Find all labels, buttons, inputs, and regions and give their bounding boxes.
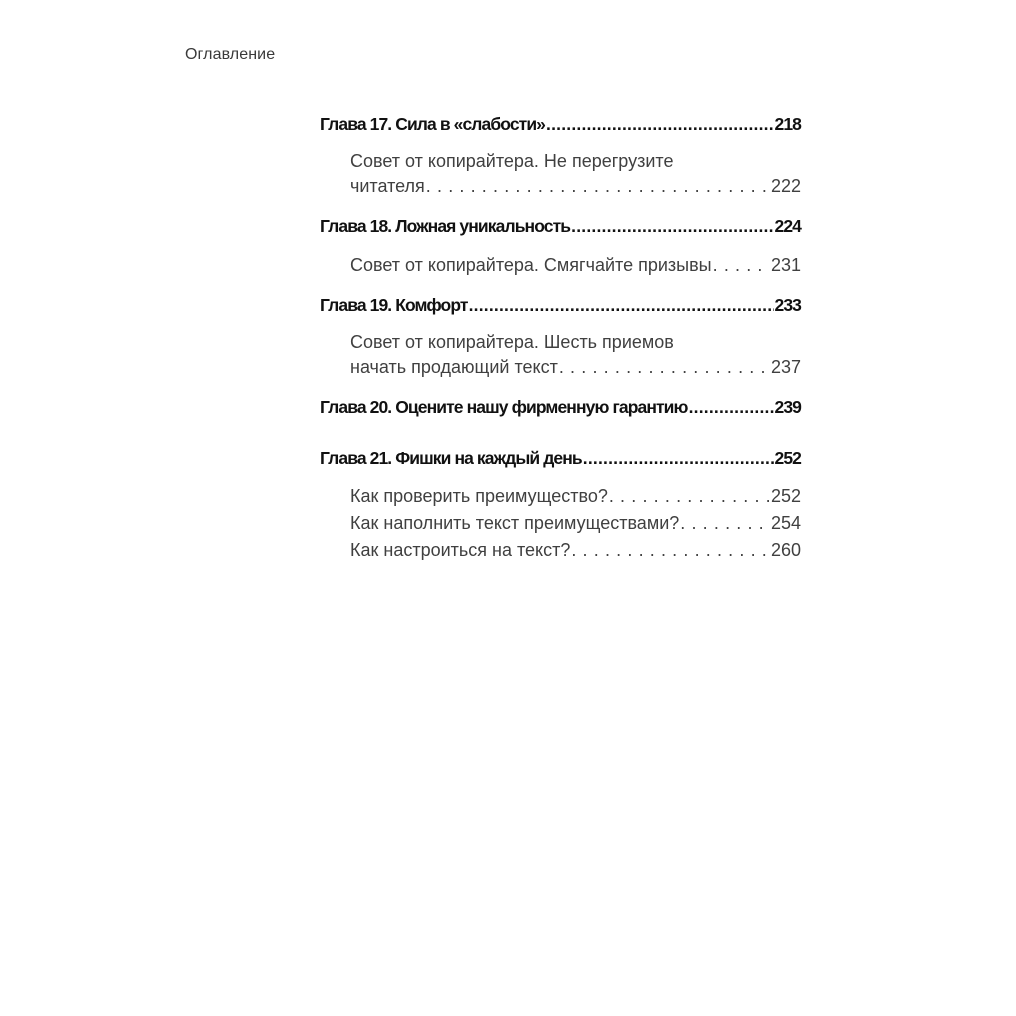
toc-chapter-20 [320, 397, 801, 418]
toc-section-21b [350, 513, 801, 534]
dot-leader [546, 114, 773, 135]
page-number: 237 [770, 357, 801, 377]
section-title: Как проверить преимущество? [350, 486, 608, 506]
page-number: 218 [774, 114, 801, 134]
dot-leader [559, 357, 770, 378]
toc-chapter-18 [320, 216, 801, 237]
page-number: 231 [770, 255, 801, 275]
section-title: Как наполнить текст преимуществами? [350, 513, 680, 533]
toc-section-18a [350, 255, 801, 276]
dot-leader [583, 448, 774, 469]
dot-leader [713, 255, 770, 276]
page-number: 254 [770, 513, 801, 533]
page-number: 252 [774, 448, 801, 468]
toc-section-21a [350, 486, 801, 507]
dot-leader [469, 295, 774, 316]
chapter-title: Глава 19. Комфорт [320, 295, 468, 315]
toc-chapter-17 [320, 114, 801, 135]
toc-section-line: Совет от копирайтера. Не перегрузите [350, 151, 674, 171]
dot-leader [609, 486, 770, 507]
toc-section-line: Совет от копирайтера. Шесть приемов [350, 332, 674, 352]
page-number: 239 [774, 397, 801, 417]
chapter-title: Глава 21. Фишки на каждый день [320, 448, 582, 468]
section-title: начать продающий текст [350, 357, 558, 377]
page-number: 224 [774, 216, 801, 236]
dot-leader [571, 540, 770, 561]
page-number: 260 [770, 540, 801, 560]
toc-chapter-21 [320, 448, 801, 469]
dot-leader [680, 513, 770, 534]
toc-section-21c [350, 540, 801, 561]
toc-section-19a [350, 357, 801, 378]
dot-leader [571, 216, 773, 237]
section-title: читателя [350, 176, 425, 196]
page-number: 233 [774, 295, 801, 315]
page-number: 222 [770, 176, 801, 196]
toc-chapter-19 [320, 295, 801, 316]
section-title: Как настроиться на текст? [350, 540, 571, 560]
section-title: Совет от копирайтера. Смягчайте призывы [350, 255, 712, 275]
chapter-title: Глава 18. Ложная уникальность [320, 216, 571, 236]
dot-leader [689, 397, 774, 418]
chapter-title: Глава 20. Оцените нашу фирменную гарантию [320, 397, 688, 417]
page-number: 252 [770, 486, 801, 506]
chapter-title: Глава 17. Сила в «слабости» [320, 114, 546, 134]
running-head: Оглавление [185, 46, 276, 63]
toc-section-17a [350, 176, 801, 197]
dot-leader [426, 176, 770, 197]
